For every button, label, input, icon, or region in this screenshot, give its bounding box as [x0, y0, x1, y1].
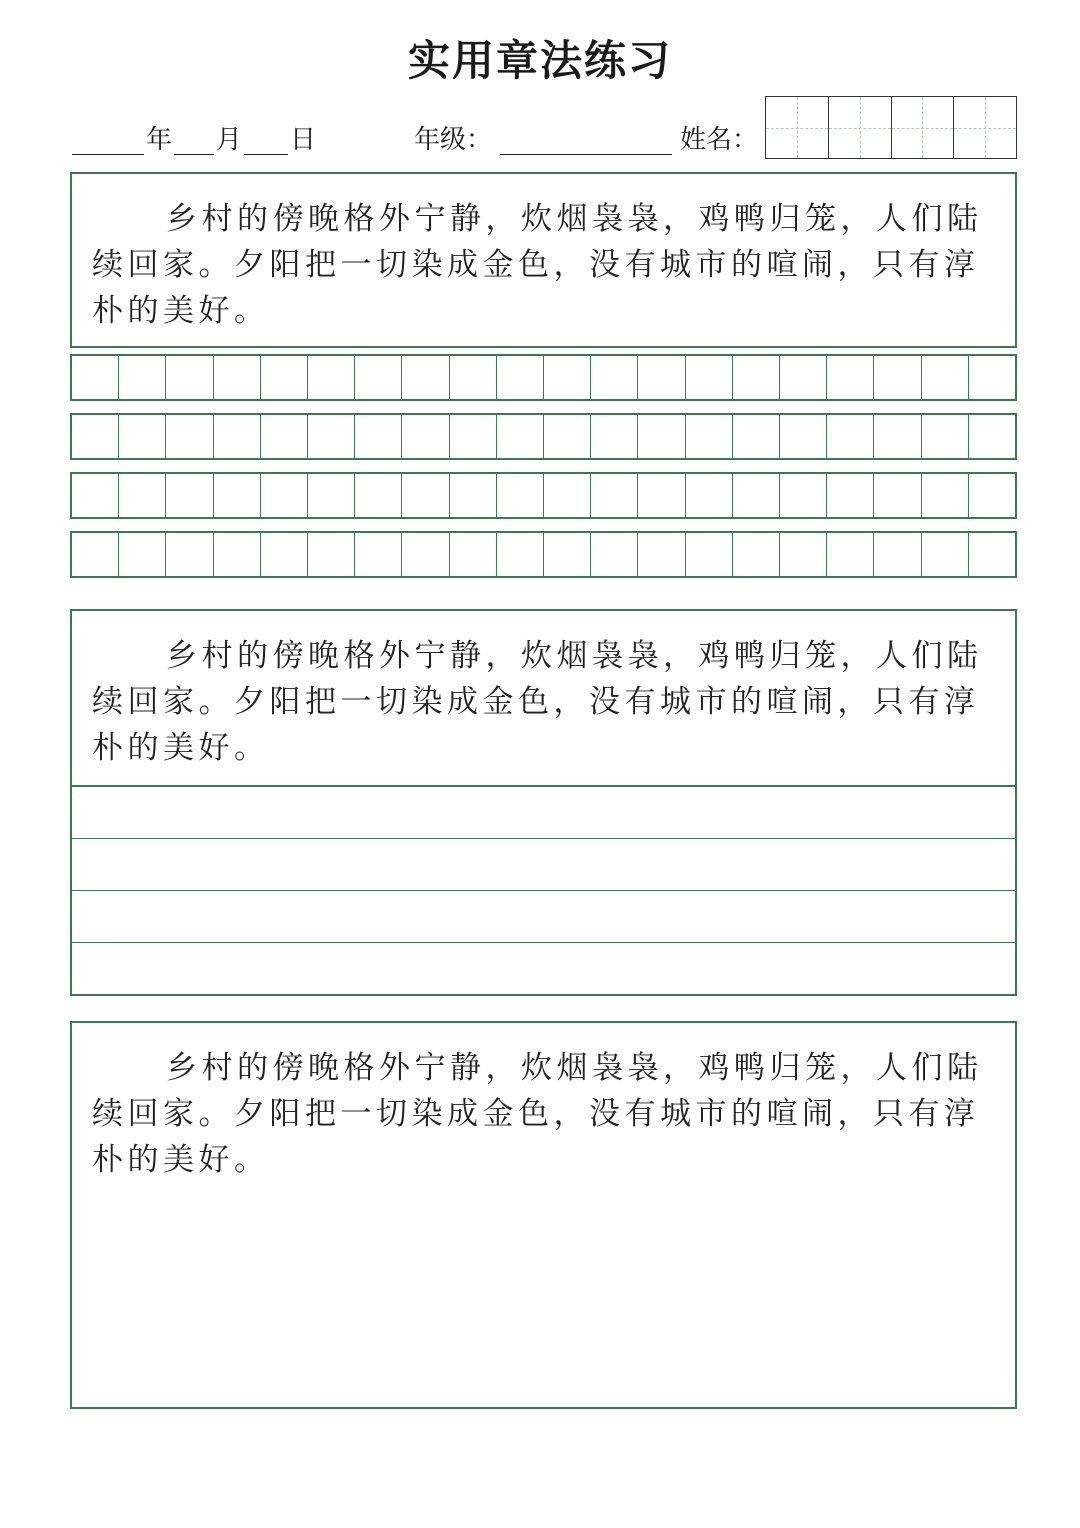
grid-cell[interactable] [733, 474, 780, 517]
grid-cell[interactable] [214, 356, 261, 399]
grid-cell[interactable] [355, 533, 402, 576]
grid-cell[interactable] [686, 474, 733, 517]
grid-cell[interactable] [308, 474, 355, 517]
grid-cell[interactable] [969, 533, 1015, 576]
passage-panel-3 [70, 1021, 1017, 1409]
grid-row-3 [70, 472, 1017, 519]
grid-cell[interactable] [355, 356, 402, 399]
grid-cell[interactable] [544, 415, 591, 458]
grid-row-4 [70, 531, 1017, 578]
grid-cell[interactable] [119, 415, 166, 458]
grid-cell[interactable] [261, 415, 308, 458]
passage-text-2: 乡村的傍晚格外宁静，炊烟袅袅，鸡鸭归笼，人们陆续回家。夕阳把一切染成金色，没有城市的喧闹，只有淳朴的美好。 [92, 638, 983, 766]
grid-cell[interactable] [355, 415, 402, 458]
grid-cell[interactable] [214, 533, 261, 576]
grid-cell[interactable] [969, 415, 1015, 458]
grid-cell[interactable] [969, 474, 1015, 517]
grid-cell[interactable] [591, 415, 638, 458]
grid-cell[interactable] [450, 533, 497, 576]
grid-cell[interactable] [402, 415, 449, 458]
grid-cell[interactable] [261, 474, 308, 517]
writing-line[interactable] [72, 839, 1015, 891]
grid-cell[interactable] [166, 533, 213, 576]
year-blank[interactable] [72, 120, 144, 155]
grid-cell[interactable] [72, 415, 119, 458]
grid-cell[interactable] [827, 533, 874, 576]
passage-panel-1 [70, 172, 1017, 348]
grid-cell[interactable] [638, 533, 685, 576]
grid-cell[interactable] [874, 533, 921, 576]
grid-cell[interactable] [308, 533, 355, 576]
grid-cell[interactable] [591, 533, 638, 576]
name-box[interactable] [954, 97, 1016, 158]
grid-cell[interactable] [119, 474, 166, 517]
month-label: 月 [216, 125, 243, 155]
grid-cell[interactable] [119, 356, 166, 399]
grid-cell[interactable] [827, 474, 874, 517]
grid-cell[interactable] [166, 356, 213, 399]
grid-cell[interactable] [544, 356, 591, 399]
writing-lines [70, 787, 1017, 996]
grid-cell[interactable] [308, 415, 355, 458]
grid-cell[interactable] [166, 474, 213, 517]
grid-cell[interactable] [638, 356, 685, 399]
name-boxes [765, 96, 1017, 159]
grid-cell[interactable] [827, 415, 874, 458]
grid-cell[interactable] [874, 415, 921, 458]
writing-line[interactable] [72, 787, 1015, 839]
grid-cell[interactable] [686, 533, 733, 576]
grid-cell[interactable] [72, 474, 119, 517]
grid-cell[interactable] [686, 356, 733, 399]
grid-cell[interactable] [780, 474, 827, 517]
grid-cell[interactable] [402, 474, 449, 517]
grid-cell[interactable] [261, 356, 308, 399]
grid-cell[interactable] [544, 474, 591, 517]
grid-cell[interactable] [874, 356, 921, 399]
year-label: 年 [146, 125, 173, 155]
page-title: 实用章法练习 [407, 36, 672, 85]
grid-cell[interactable] [355, 474, 402, 517]
grid-cell[interactable] [72, 533, 119, 576]
grade-blank[interactable] [500, 120, 672, 155]
grid-cell[interactable] [874, 474, 921, 517]
grid-cell[interactable] [450, 415, 497, 458]
free-writing-area[interactable] [72, 1203, 1015, 1407]
grid-row-1 [70, 354, 1017, 401]
day-blank[interactable] [244, 120, 288, 155]
grid-row-2 [70, 413, 1017, 460]
grid-cell[interactable] [214, 474, 261, 517]
header-fields [70, 120, 770, 160]
grid-cell[interactable] [780, 356, 827, 399]
grid-cell[interactable] [922, 474, 969, 517]
grid-cell[interactable] [733, 356, 780, 399]
grid-cell[interactable] [450, 356, 497, 399]
grid-cell[interactable] [733, 415, 780, 458]
grid-cell[interactable] [686, 415, 733, 458]
name-box[interactable] [892, 97, 955, 158]
grid-cell[interactable] [450, 474, 497, 517]
grid-cell[interactable] [544, 533, 591, 576]
grid-cell[interactable] [638, 474, 685, 517]
name-box[interactable] [766, 97, 829, 158]
grid-cell[interactable] [72, 356, 119, 399]
passage-text-1: 乡村的傍晚格外宁静，炊烟袅袅，鸡鸭归笼，人们陆续回家。夕阳把一切染成金色，没有城市的喧闹，只有淳朴的美好。 [92, 201, 983, 329]
passage-text-3: 乡村的傍晚格外宁静，炊烟袅袅，鸡鸭归笼，人们陆续回家。夕阳把一切染成金色，没有城市的喧闹，只有淳朴的美好。 [92, 1050, 983, 1178]
grid-cell[interactable] [922, 415, 969, 458]
grade-label: 年级： [414, 125, 493, 155]
name-box[interactable] [829, 97, 892, 158]
grid-cell[interactable] [166, 415, 213, 458]
grid-cell[interactable] [591, 474, 638, 517]
grid-cell[interactable] [497, 415, 544, 458]
grid-cell[interactable] [497, 533, 544, 576]
grid-cell[interactable] [922, 356, 969, 399]
grid-cell[interactable] [780, 533, 827, 576]
passage-panel-2 [70, 609, 1017, 787]
grid-cell[interactable] [119, 533, 166, 576]
grid-cell[interactable] [591, 356, 638, 399]
grid-cell[interactable] [402, 356, 449, 399]
name-label: 姓名： [680, 125, 759, 155]
grid-cell[interactable] [922, 533, 969, 576]
grid-cell[interactable] [497, 474, 544, 517]
grid-cell[interactable] [497, 356, 544, 399]
grid-cell[interactable] [402, 533, 449, 576]
grid-cell[interactable] [733, 533, 780, 576]
month-blank[interactable] [174, 120, 214, 155]
grid-cell[interactable] [308, 356, 355, 399]
grid-cell[interactable] [827, 356, 874, 399]
grid-cell[interactable] [214, 415, 261, 458]
grid-cell[interactable] [261, 533, 308, 576]
day-label: 日 [290, 125, 317, 155]
grid-cell[interactable] [638, 415, 685, 458]
writing-line[interactable] [72, 943, 1015, 995]
grid-cell[interactable] [969, 356, 1015, 399]
grid-cell[interactable] [780, 415, 827, 458]
writing-line[interactable] [72, 891, 1015, 943]
